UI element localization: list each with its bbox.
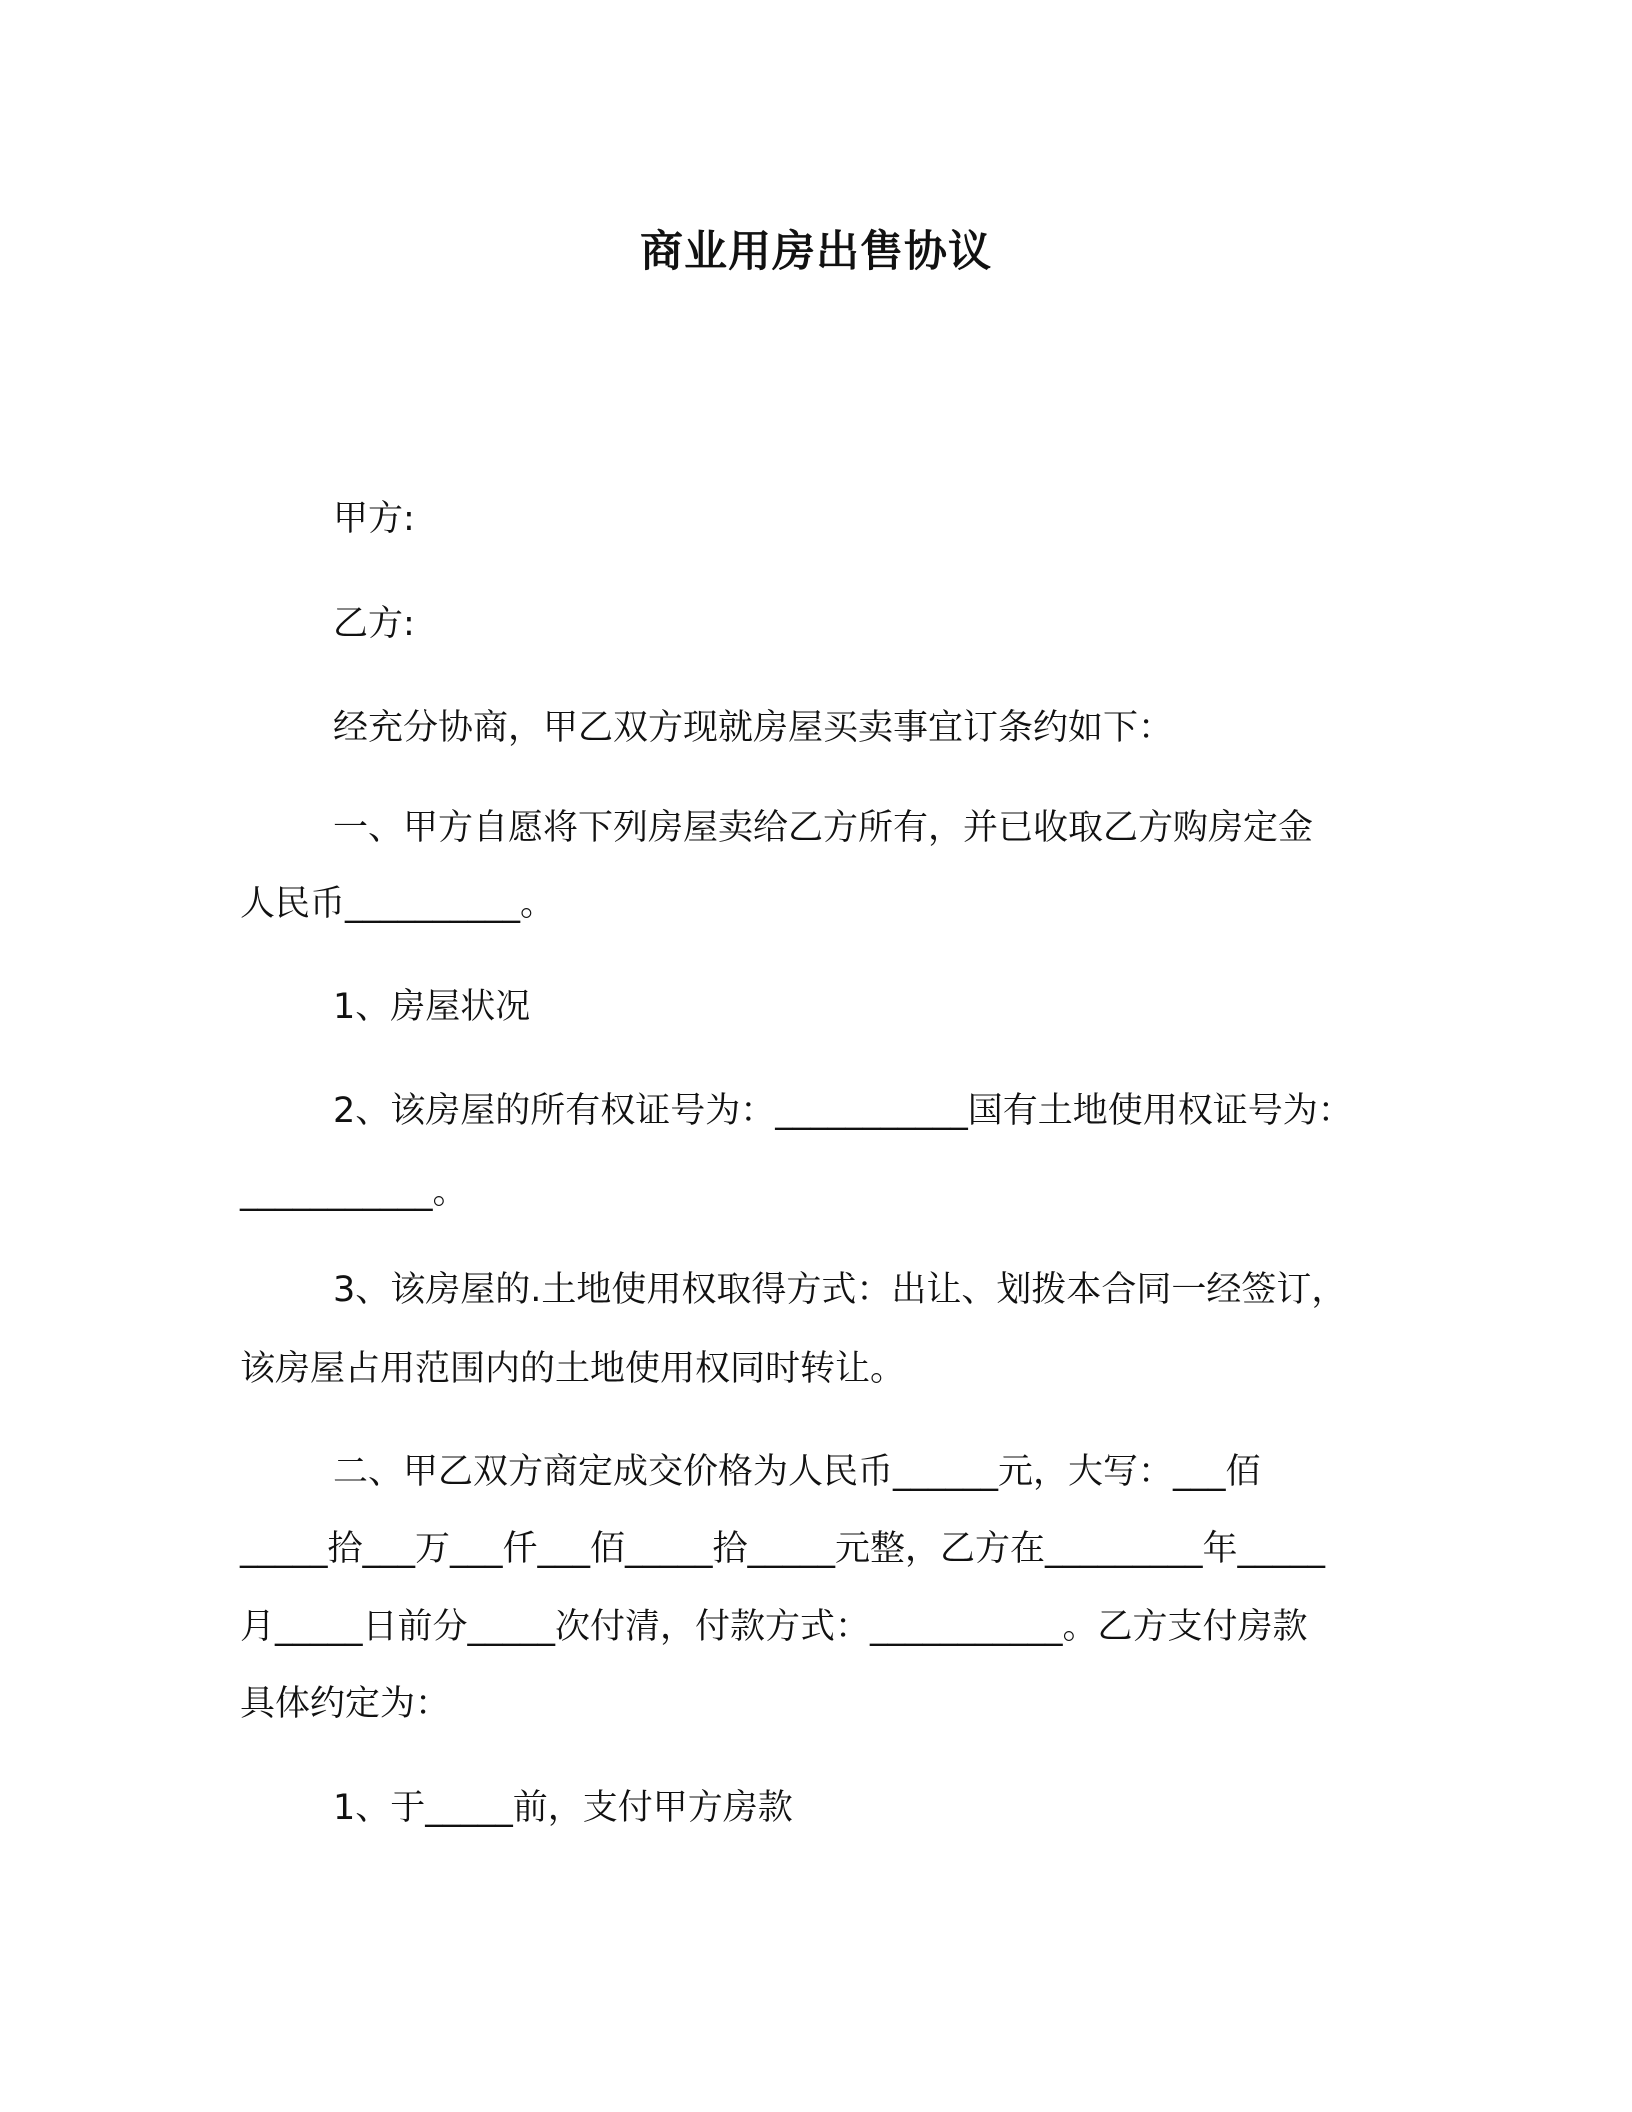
document-title: 商业用房出售协议 <box>640 227 992 277</box>
clause-two-line-3: 月_____日前分_____次付清，付款方式：___________。乙方支付房款 <box>240 1607 1308 1647</box>
clause-two-line-4: 具体约定为： <box>240 1684 451 1724</box>
item-3-line-1: 3、该房屋的.土地使用权取得方式：出让、划拨本合同一经签订， <box>333 1270 1347 1310</box>
party-a-line: 甲方: <box>333 499 415 539</box>
clause-one-line-1: 一、甲方自愿将下列房屋卖给乙方所有，并已收取乙方购房定金 <box>333 808 1314 848</box>
item-3-line-2: 该房屋占用范围内的土地使用权同时转让。 <box>240 1349 906 1389</box>
item-2-line-1: 2、该房屋的所有权证号为：___________国有土地使用权证号为： <box>333 1091 1353 1131</box>
clause-two-line-2: _____拾___万___仟___佰_____拾_____元整，乙方在_________年_____ <box>240 1529 1326 1569</box>
party-b-line: 乙方: <box>333 604 415 644</box>
item-2-line-2: ___________。 <box>240 1172 468 1212</box>
clause-one-line-2: 人民币__________。 <box>240 884 556 924</box>
clause-two-line-1: 二、甲乙双方商定成交价格为人民币______元，大写：___佰 <box>333 1452 1261 1492</box>
payment-item-1-line: 1、于_____前，支付甲方房款 <box>333 1788 793 1828</box>
item-1-line: 1、房屋状况 <box>333 987 531 1027</box>
preamble-line: 经充分协商，甲乙双方现就房屋买卖事宜订条约如下： <box>333 708 1174 748</box>
